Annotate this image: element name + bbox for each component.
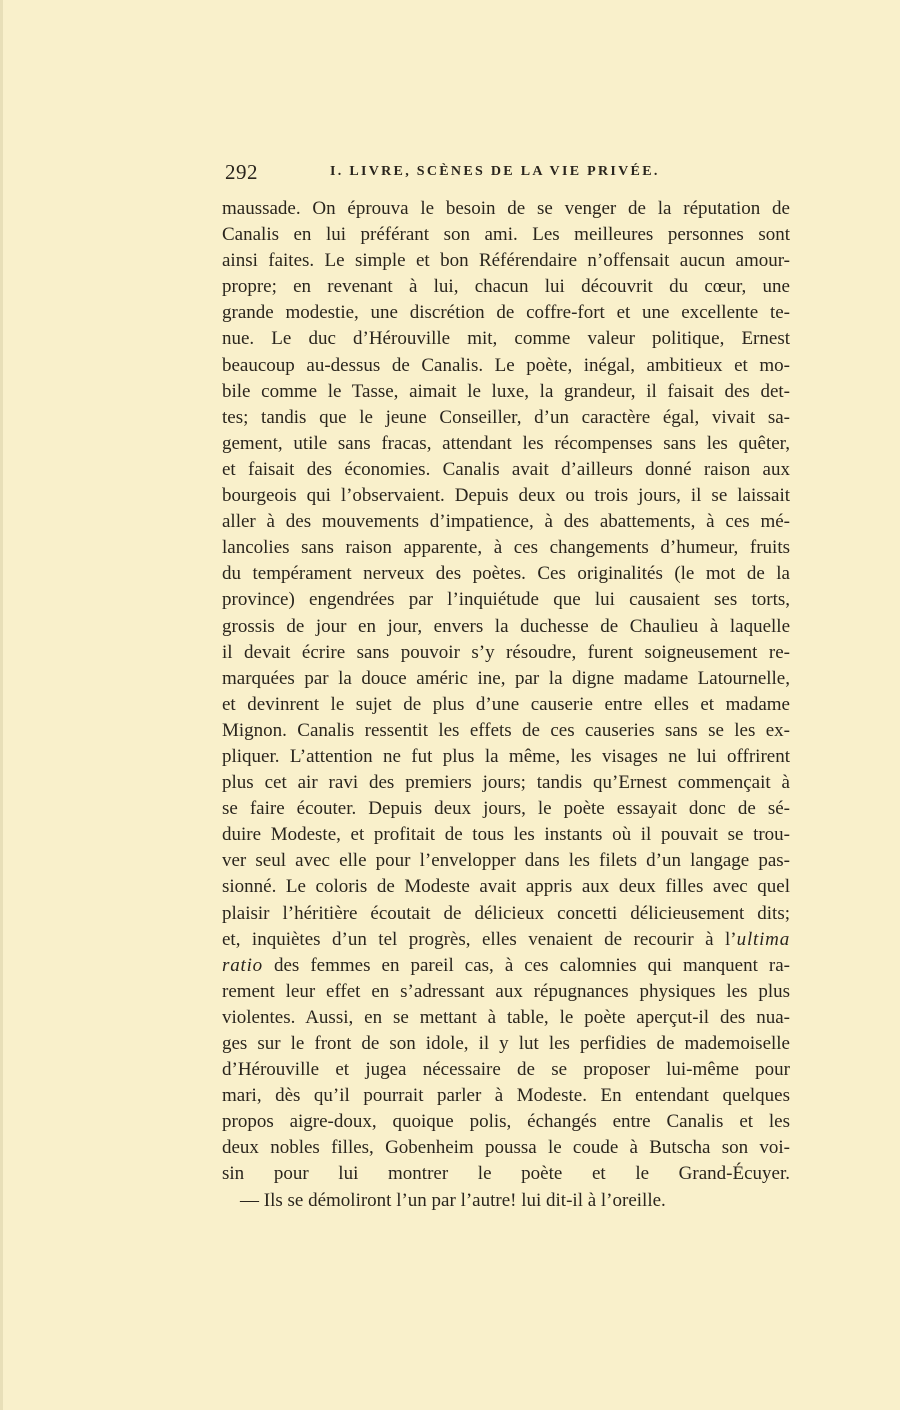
text-line: [222, 848, 790, 874]
text-line: [222, 822, 790, 848]
text-line: [222, 744, 790, 770]
text-line: [222, 1135, 790, 1161]
text-segment: il devait écrire sans pouvoir s’y résoudre, furent soigneusement re-: [222, 641, 790, 663]
text-segment: plus cet air ravi des premiers jours; tandis qu’Ernest commençait à: [222, 772, 790, 794]
text-line: [222, 692, 790, 718]
text-segment: beaucoup au-dessus de Canalis. Le poète, inégal, ambitieux et mo-: [222, 354, 790, 376]
text-line: [222, 1057, 790, 1083]
text-segment: propos aigre-doux, quoique polis, échangés entre Canalis et les: [222, 1111, 790, 1133]
text-segment: rement leur effet en s’adressant aux répugnances physiques les plus: [222, 980, 790, 1002]
text-segment: gement, utile sans fracas, attendant les récompenses sans les quêter,: [222, 432, 790, 454]
text-segment: propre; en revenant à lui, chacun lui découvrit du cœur, une: [222, 276, 790, 298]
text-line: [222, 561, 790, 587]
text-segment: se faire écouter. Depuis deux jours, le poète essayait donc de sé-: [222, 798, 790, 820]
page-number: 292: [225, 160, 258, 184]
text-segment: province) engendrées par l’inquiétude que lui causaient ses torts,: [222, 589, 790, 611]
text-line: [222, 1188, 790, 1214]
text-segment: du tempérament nerveux des poètes. Ces originalités (le mot de la: [222, 563, 790, 585]
running-title: I. LIVRE, SCÈNES DE LA VIE PRIVÉE.: [330, 164, 660, 179]
text-segment: — Ils se démoliront l’un par l’autre! lui dit-il à l’oreille.: [240, 1189, 666, 1211]
text-segment: Canalis en lui préférant son ami. Les meilleures personnes sont: [222, 224, 790, 246]
text-segment: aller à des mouvements d’impatience, à des abattements, à ces mé-: [222, 511, 790, 533]
text-line: [222, 379, 790, 405]
text-segment: maussade. On éprouva le besoin de se venger de la réputation de: [222, 198, 790, 219]
text-line: [222, 927, 790, 953]
text-segment: tes; tandis que le jeune Conseiller, d’un caractère égal, vivait sa-: [222, 406, 790, 428]
text-line: [222, 901, 790, 927]
text-segment: marquées par la douce améric ine, par la digne madame Latournelle,: [222, 667, 790, 689]
text-segment: sin pour lui montrer le poète et le Grand-Écuyer.: [222, 1163, 790, 1185]
running-header: [222, 160, 792, 186]
text-segment: ainsi faites. Le simple et bon Référendaire n’offensait aucun amour-: [222, 250, 790, 272]
text-line: [222, 640, 790, 666]
text-segment: plaisir l’héritière écoutait de délicieux concetti délicieusement dits;: [222, 902, 790, 924]
text-segment: duire Modeste, et profitait de tous les instants où il pouvait se trou-: [222, 824, 790, 846]
text-line: [222, 1031, 790, 1057]
text-line: [222, 953, 790, 979]
text-line: [222, 666, 790, 692]
text-line: [222, 457, 790, 483]
text-line: [222, 874, 790, 900]
text-line: [222, 614, 790, 640]
text-segment: des femmes en pareil cas, à ces calomnies qui manquent ra-: [262, 954, 790, 976]
text-segment: et faisait des économies. Canalis avait d’ailleurs donné raison aux: [222, 458, 790, 480]
text-line: [222, 770, 790, 796]
italic-text: ratio: [222, 954, 263, 976]
text-line: [222, 222, 790, 248]
body-text: [222, 196, 790, 1214]
text-line: [222, 353, 790, 379]
text-line: [222, 405, 790, 431]
text-line: [222, 718, 790, 744]
text-line: [222, 587, 790, 613]
text-segment: Mignon. Canalis ressentit les effets de ces causeries sans se les ex-: [222, 719, 790, 741]
text-line: [222, 1161, 790, 1187]
text-segment: et devinrent le sujet de plus d’une causerie entre elles et madame: [222, 693, 790, 715]
text-line: [222, 1109, 790, 1135]
italic-text: ultima: [736, 928, 790, 950]
text-line: [222, 248, 790, 274]
text-line: [222, 274, 790, 300]
text-segment: bile comme le Tasse, aimait le luxe, la grandeur, il faisait des det-: [222, 380, 790, 402]
text-line: [222, 196, 790, 222]
text-line: [222, 431, 790, 457]
text-line: [222, 300, 790, 326]
text-segment: ges sur le front de son idole, il y lut les perfidies de mademoiselle: [222, 1033, 790, 1054]
text-segment: grande modestie, une discrétion de coffre-fort et une excellente te-: [222, 302, 790, 324]
text-line: [222, 326, 790, 352]
text-segment: d’Hérouville et jugea nécessaire de se proposer lui-même pour: [222, 1059, 790, 1081]
text-line: [222, 535, 790, 561]
text-segment: lancolies sans raison apparente, à ces changements d’humeur, fruits: [222, 537, 790, 559]
text-line: [222, 509, 790, 535]
text-segment: grossis de jour en jour, envers la duchesse de Chaulieu à laquelle: [222, 615, 790, 637]
text-segment: violentes. Aussi, en se mettant à table, le poète aperçut-il des nua-: [222, 1006, 790, 1028]
text-segment: bourgeois qui l’observaient. Depuis deux ou trois jours, il se laissait: [222, 485, 790, 507]
text-segment: deux nobles filles, Gobenheim poussa le coude à Butscha son voi-: [222, 1137, 790, 1159]
text-line: [222, 1005, 790, 1031]
text-line: [222, 979, 790, 1005]
text-line: [222, 1083, 790, 1109]
text-segment: nue. Le duc d’Hérouville mit, comme valeur politique, Ernest: [222, 328, 790, 350]
text-line: [222, 483, 790, 509]
text-line: [222, 796, 790, 822]
text-segment: mari, dès qu’il pourrait parler à Modeste. En entendant quelques: [222, 1085, 790, 1107]
text-segment: et, inquiètes d’un tel progrès, elles venaient de recourir à l’: [222, 928, 737, 950]
text-segment: sionné. Le coloris de Modeste avait appris aux deux filles avec quel: [222, 876, 790, 898]
text-segment: ver seul avec elle pour l’envelopper dans les filets d’un langage pas-: [222, 850, 790, 872]
page-edge: [0, 0, 3, 1410]
text-segment: pliquer. L’attention ne fut plus la même, les visages ne lui offrirent: [222, 745, 790, 767]
